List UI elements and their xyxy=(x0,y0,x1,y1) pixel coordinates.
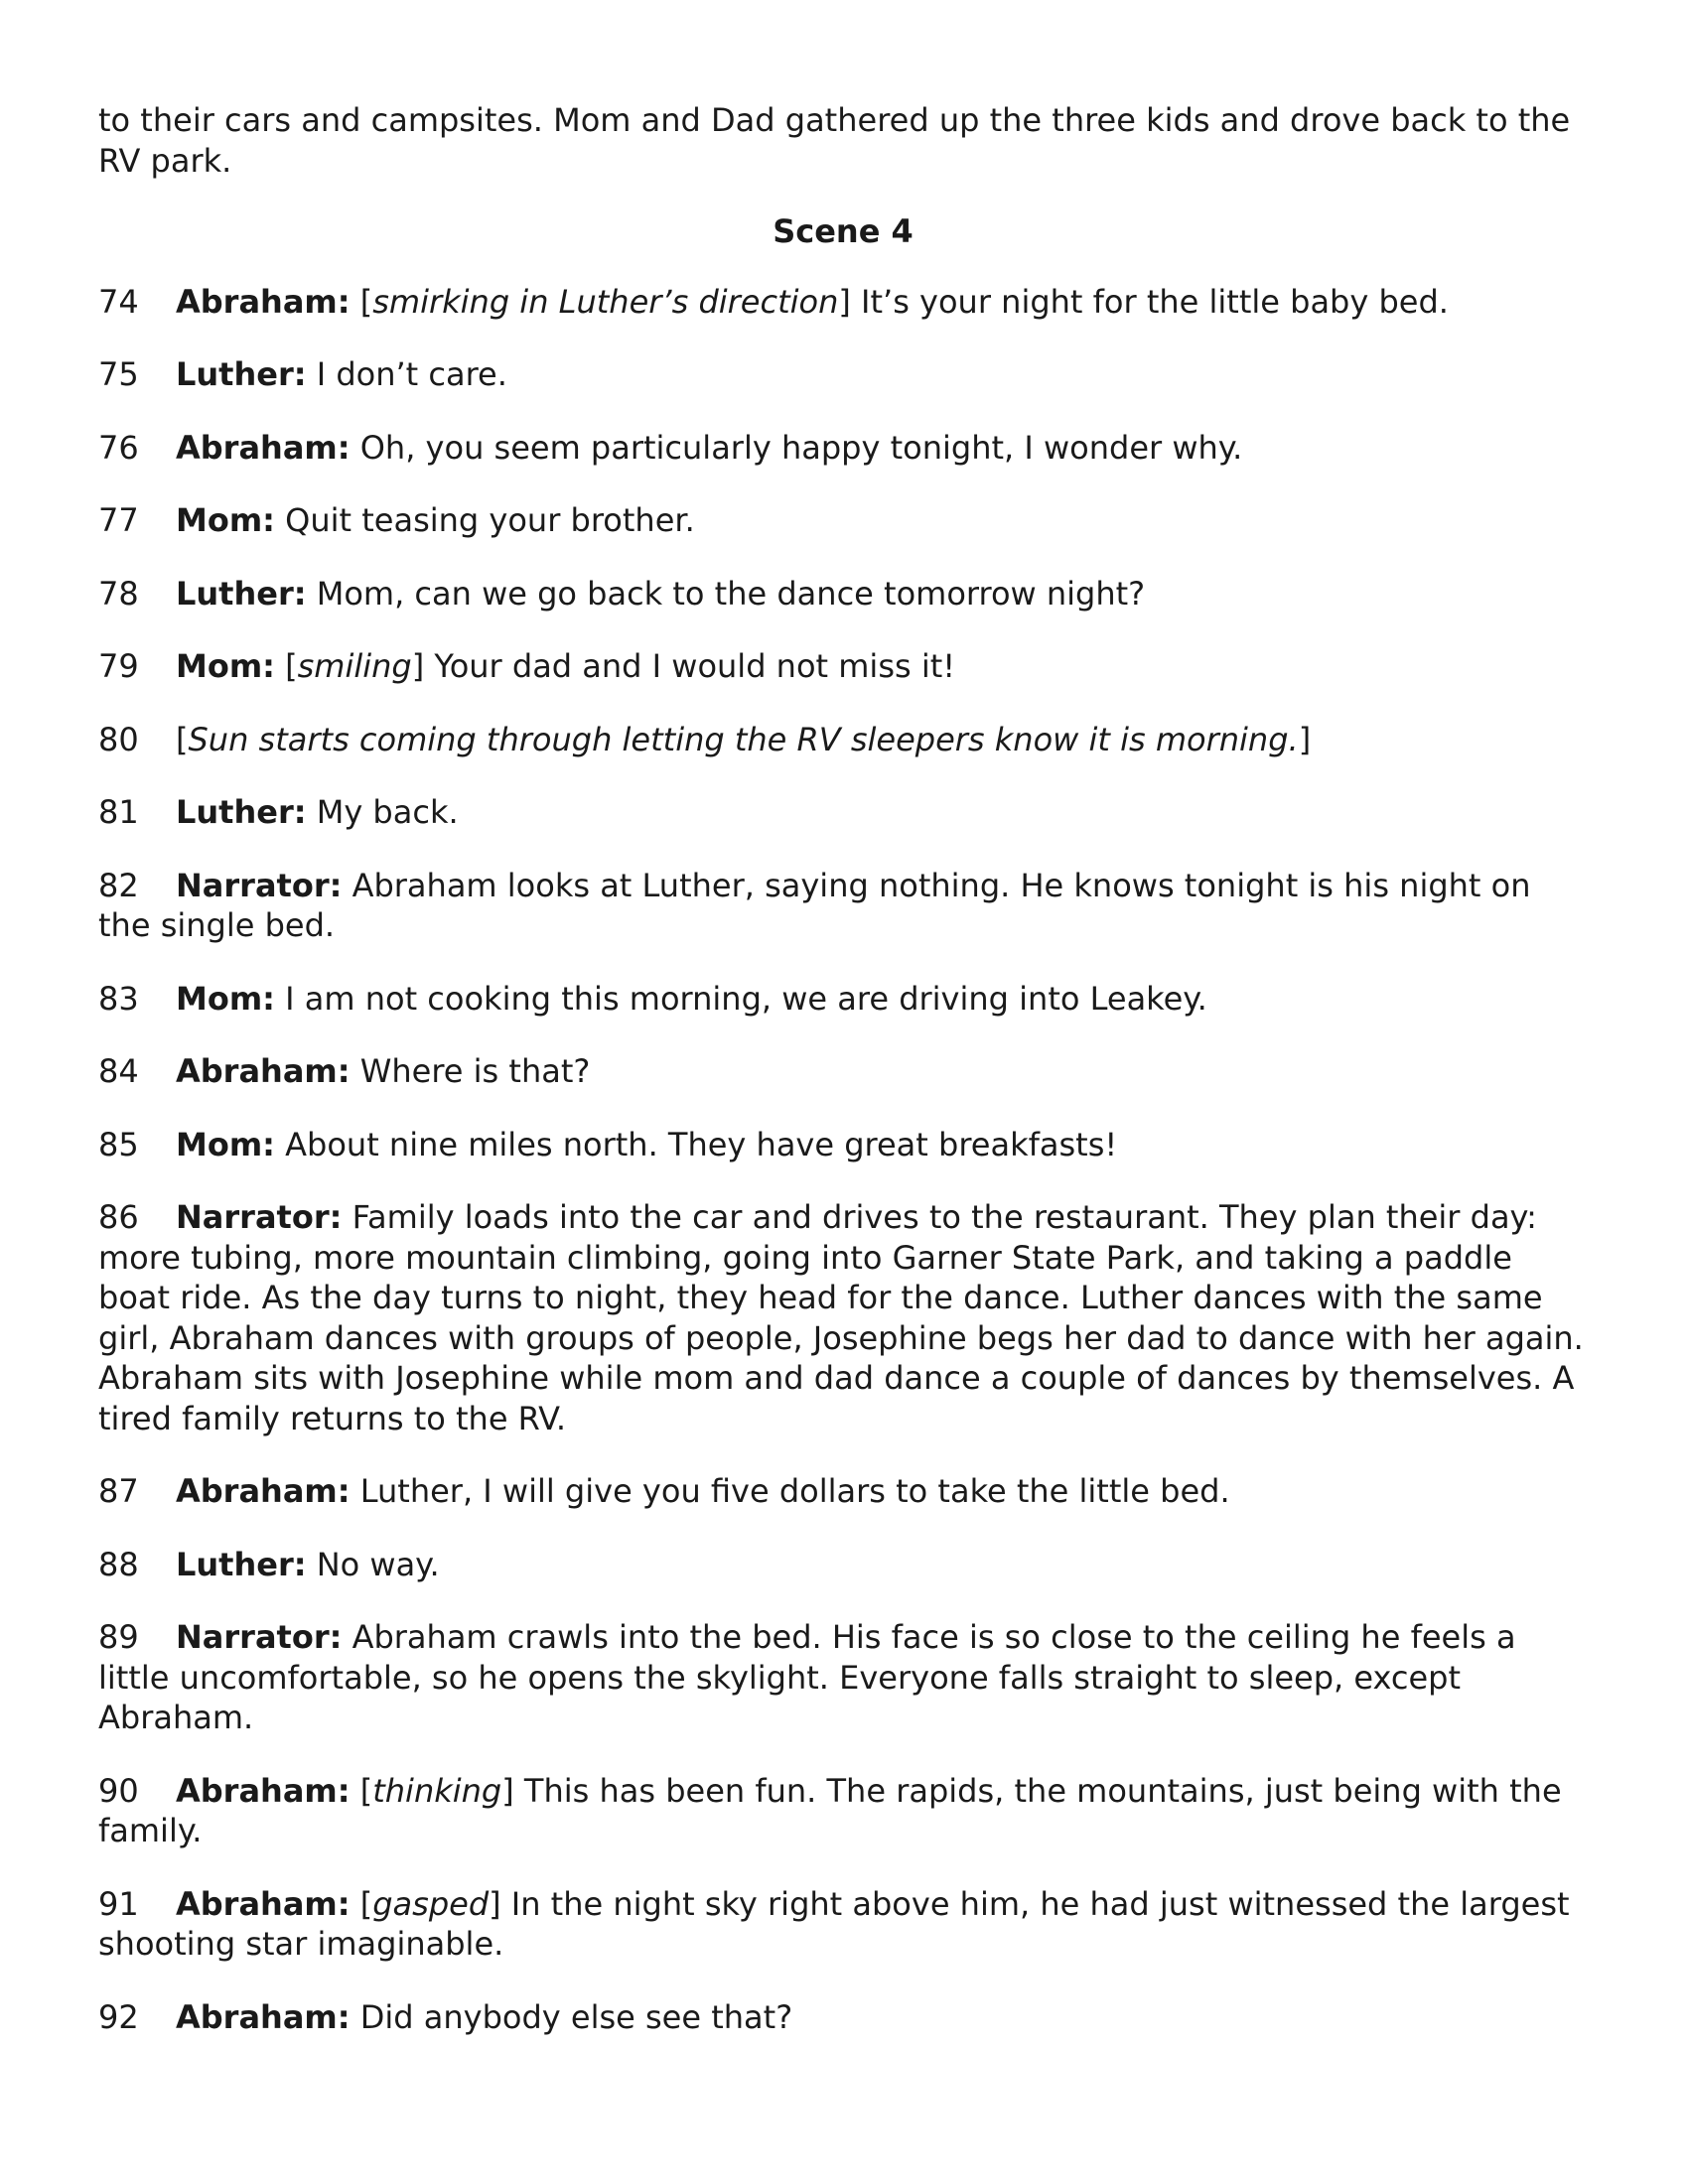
dialogue-text: I am not cooking this morning, we are driving into Leakey. xyxy=(285,979,1207,1018)
line-number: 87 xyxy=(98,1472,139,1510)
script-line xyxy=(98,282,1588,323)
stage-direction: smiling xyxy=(297,647,412,685)
dialogue-text: Where is that? xyxy=(359,1052,591,1090)
bracket-close: ] xyxy=(1298,720,1312,758)
bracket-open: [ xyxy=(359,1771,373,1810)
speaker-name: Narrator: xyxy=(176,1618,343,1656)
line-number: 75 xyxy=(98,355,139,393)
script-line xyxy=(98,866,1588,946)
speaker-name: Abraham: xyxy=(176,428,351,467)
script-line xyxy=(98,1545,1588,1585)
dialogue-text: I don’t care. xyxy=(316,355,507,393)
script-line xyxy=(98,792,1588,833)
line-number: 78 xyxy=(98,574,139,613)
dialogue-text: No way. xyxy=(316,1545,440,1583)
dialogue-text: My back. xyxy=(316,793,459,831)
line-number: 81 xyxy=(98,793,139,831)
speaker-name: Luther: xyxy=(176,355,307,393)
line-number: 76 xyxy=(98,428,139,467)
script-lines xyxy=(98,282,1588,2038)
script-line xyxy=(98,1997,1588,2038)
dialogue-text: This has been fun. The rapids, the mountains, just being with the family. xyxy=(98,1771,1562,1849)
dialogue-text: In the night sky right above him, he had just witnessed the largest shooting star imaginable. xyxy=(98,1884,1570,1963)
script-line xyxy=(98,1617,1588,1738)
script-line xyxy=(98,428,1588,469)
line-number: 77 xyxy=(98,501,139,539)
line-number: 83 xyxy=(98,979,139,1018)
bracket-close: ] xyxy=(501,1771,514,1810)
script-line xyxy=(98,1125,1588,1165)
line-number: 82 xyxy=(98,866,139,904)
dialogue-text: Did anybody else see that? xyxy=(359,1997,793,2036)
script-line xyxy=(98,354,1588,395)
dialogue-text: Quit teasing your brother. xyxy=(285,501,695,539)
dialogue-text: It’s your night for the little baby bed. xyxy=(861,282,1449,321)
stage-direction: Sun starts coming through letting the RV sleepers know it is morning. xyxy=(188,720,1299,758)
dialogue-text: Luther, I will give you five dollars to take the little bed. xyxy=(359,1472,1230,1510)
speaker-name: Mom: xyxy=(176,979,275,1018)
speaker-name: Narrator: xyxy=(176,1198,343,1236)
dialogue-text: Abraham crawls into the bed. His face is so close to the ceiling he feels a little uncomfortable, so he opens the skylight. Everyone falls straight to sleep, except Abraham. xyxy=(98,1618,1516,1736)
scene-heading: Scene 4 xyxy=(773,212,914,250)
speaker-name: Mom: xyxy=(176,647,275,685)
line-number: 88 xyxy=(98,1545,139,1583)
line-number: 85 xyxy=(98,1125,139,1163)
script-line xyxy=(98,1197,1588,1438)
script-line xyxy=(98,1884,1588,1965)
dialogue-text: Abraham looks at Luther, saying nothing. He knows tonight is his night on the single bed. xyxy=(98,866,1531,944)
bracket-open: [ xyxy=(285,647,298,685)
line-number: 79 xyxy=(98,647,139,685)
speaker-name: Narrator: xyxy=(176,866,343,904)
bracket-close: ] xyxy=(838,282,851,321)
script-line xyxy=(98,720,1588,760)
dialogue-text: Your dad and I would not miss it! xyxy=(434,647,956,685)
speaker-name: Mom: xyxy=(176,1125,275,1163)
speaker-name: Abraham: xyxy=(176,282,351,321)
script-line xyxy=(98,1471,1588,1512)
script-body xyxy=(98,100,1588,2070)
speaker-name: Luther: xyxy=(176,793,307,831)
stage-direction: thinking xyxy=(372,1771,502,1810)
line-number: 90 xyxy=(98,1771,139,1810)
dialogue-text: Mom, can we go back to the dance tomorrow night? xyxy=(316,574,1146,613)
script-line xyxy=(98,1771,1588,1851)
speaker-name: Abraham: xyxy=(176,1997,351,2036)
bracket-close: ] xyxy=(411,647,425,685)
intro-paragraph: to their cars and campsites. Mom and Dad gathered up the three kids and drove back to the RV park. xyxy=(98,101,1571,180)
script-line xyxy=(98,500,1588,541)
bracket-open: [ xyxy=(359,1884,373,1923)
speaker-name: Luther: xyxy=(176,574,307,613)
speaker-name: Luther: xyxy=(176,1545,307,1583)
speaker-name: Abraham: xyxy=(176,1771,351,1810)
speaker-name: Abraham: xyxy=(176,1884,351,1923)
line-number: 80 xyxy=(98,720,139,758)
speaker-name: Abraham: xyxy=(176,1472,351,1510)
line-number: 74 xyxy=(98,282,139,321)
bracket-open: [ xyxy=(359,282,373,321)
dialogue-text: Family loads into the car and drives to the restaurant. They plan their day: more tubing, more mountain climbing, going into Garner State Park, and taking a paddle boat ride. As the day turns to night, they head for the dance. Luther dances with the same girl, Abraham dances with groups of people, Josephine begs her dad to dance with her again. Abraham sits with Josephine while mom and dad dance a couple of dances by themselves. A tired family returns to the RV. xyxy=(98,1198,1584,1437)
bracket-close: ] xyxy=(489,1884,501,1923)
line-number: 91 xyxy=(98,1884,139,1923)
speaker-name: Mom: xyxy=(176,501,275,539)
script-line xyxy=(98,646,1588,687)
script-line xyxy=(98,1051,1588,1092)
dialogue-text: Oh, you seem particularly happy tonight, I wonder why. xyxy=(359,428,1243,467)
line-number: 92 xyxy=(98,1997,139,2036)
script-line xyxy=(98,979,1588,1020)
script-line xyxy=(98,574,1588,614)
dialogue-text: About nine miles north. They have great breakfasts! xyxy=(285,1125,1118,1163)
line-number: 89 xyxy=(98,1618,139,1656)
stage-direction: smirking in Luther’s direction xyxy=(372,282,839,321)
speaker-name: Abraham: xyxy=(176,1052,351,1090)
line-number: 84 xyxy=(98,1052,139,1090)
stage-direction: gasped xyxy=(372,1884,490,1923)
bracket-open: [ xyxy=(176,720,189,758)
line-number: 86 xyxy=(98,1198,139,1236)
